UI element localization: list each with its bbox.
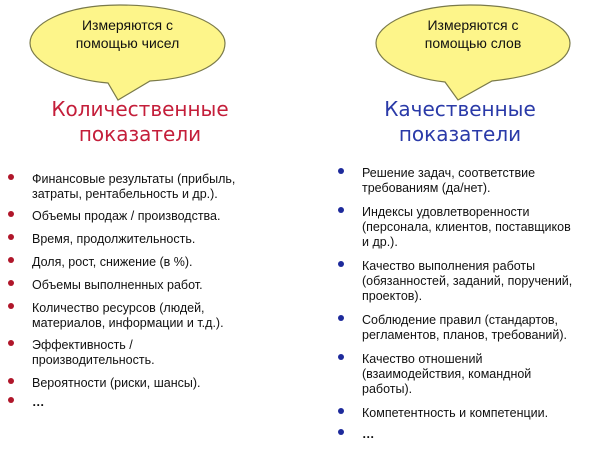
bullet-icon [338, 354, 344, 360]
quantitative-indicators-list [8, 172, 293, 410]
left-bubble-line-1: Измеряются с [81, 17, 174, 33]
left-bubble-line-2: помощью чисел [75, 35, 180, 51]
list-item: Соблюдение правил (стандартов, регламентов, планов, требований). [338, 313, 598, 343]
bullet-icon [338, 207, 344, 213]
right-bubble-line-1: Измеряются с [427, 17, 519, 33]
left-title-line-2: показатели [78, 122, 202, 146]
list-item: Вероятности (риски, шансы). [8, 376, 293, 391]
qualitative-indicators-list [338, 166, 598, 442]
list-item: Компетентность и компетенции. [338, 406, 598, 421]
list-item: … [338, 427, 598, 442]
list-item: … [8, 395, 293, 410]
bullet-icon [8, 397, 14, 403]
right-bubble-line-2: помощью слов [424, 35, 522, 51]
bullet-icon [338, 168, 344, 174]
bullet-icon [8, 378, 14, 384]
bullet-icon [8, 174, 14, 180]
list-item: Качество выполнения работы (обязанностей, заданий, поручений, проектов). [338, 259, 598, 304]
bullet-icon [8, 211, 14, 217]
right-title [320, 97, 600, 147]
bullet-icon [8, 280, 14, 286]
bullet-icon [338, 261, 344, 267]
left-title [0, 97, 280, 147]
bullet-icon [338, 408, 344, 414]
bullet-icon [8, 234, 14, 240]
list-item: Эффективность / производительность. [8, 338, 293, 368]
list-item: Объемы выполненных работ. [8, 278, 293, 293]
list-item: Время, продолжительность. [8, 232, 293, 247]
list-item: Объемы продаж / производства. [8, 209, 293, 224]
bullet-icon [8, 303, 14, 309]
right-title-line-2: показатели [398, 122, 522, 146]
bullet-icon [338, 429, 344, 435]
bullet-icon [8, 257, 14, 263]
list-item: Качество отношений (взаимодействия, командной работы). [338, 352, 598, 397]
bullet-icon [338, 315, 344, 321]
left-title-line-1: Количественные [51, 97, 229, 121]
right-title-line-1: Качественные [384, 97, 536, 121]
right-bubble-text [376, 16, 570, 52]
left-bubble-text [30, 16, 225, 52]
bullet-icon [8, 340, 14, 346]
list-item: Решение задач, соответствие требованиям (да/нет). [338, 166, 598, 196]
list-item: Индексы удовлетворенности (персонала, клиентов, поставщиков и др.). [338, 205, 598, 250]
list-item: Финансовые результаты (прибыль, затраты, рентабельность и др.). [8, 172, 293, 202]
list-item: Доля, рост, снижение (в %). [8, 255, 293, 270]
list-item: Количество ресурсов (людей, материалов, информации и т.д.). [8, 301, 293, 331]
